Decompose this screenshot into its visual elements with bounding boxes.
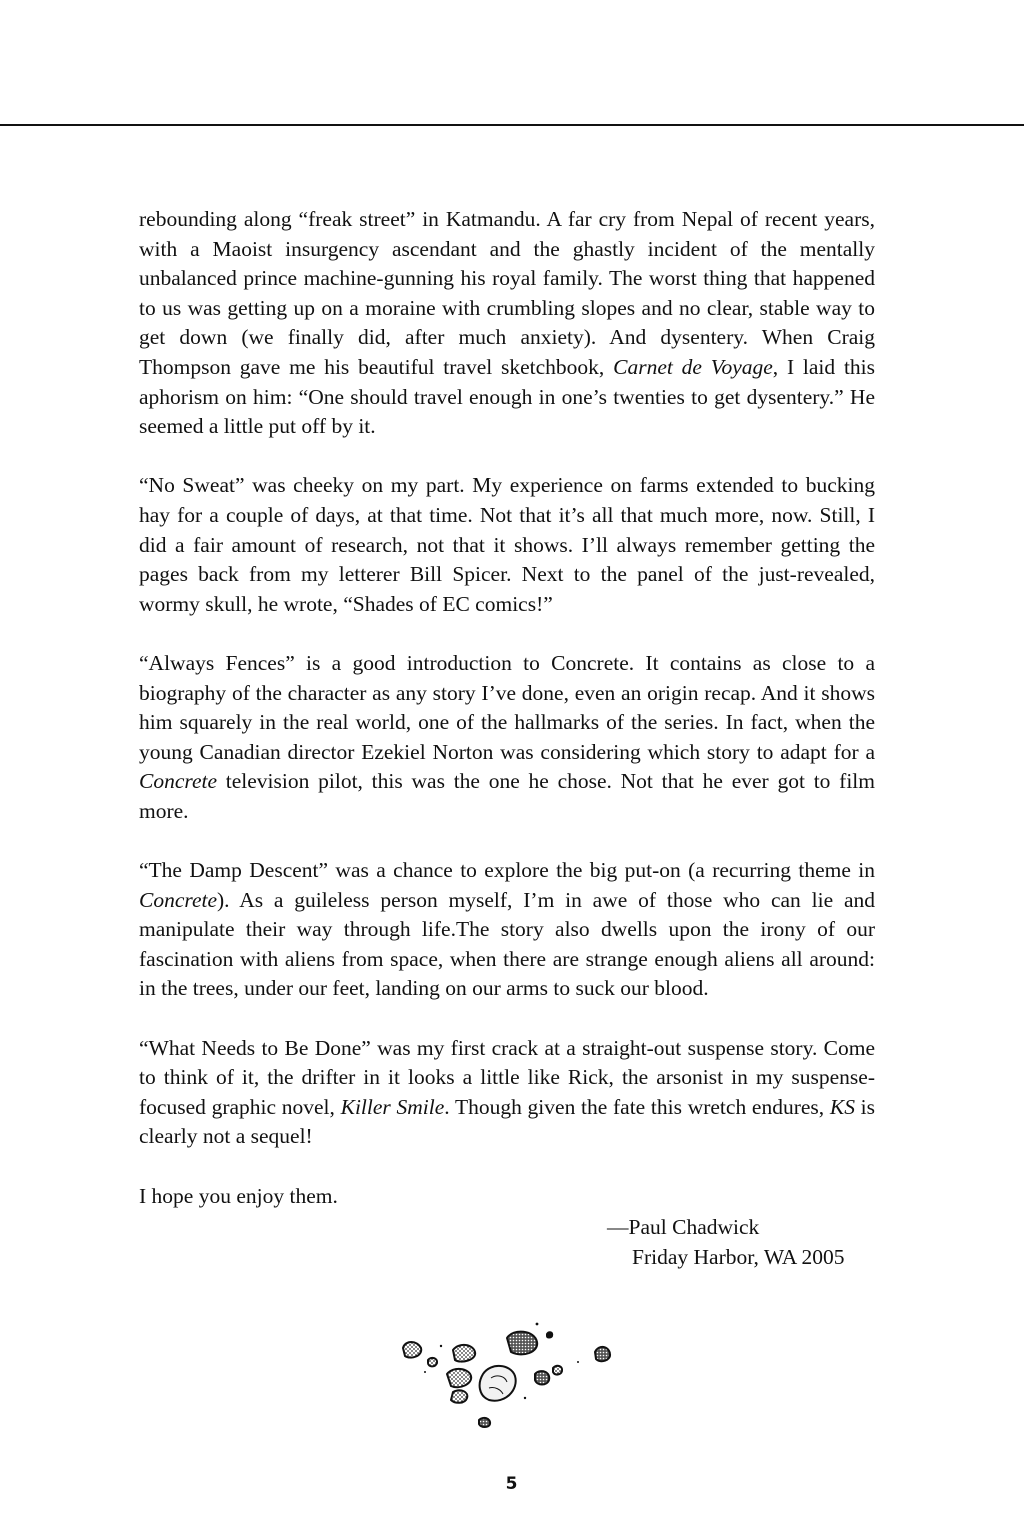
text-segment: “Always Fences” is a good introduction to Concrete. It contains as close to a biography of the character as any story I’ve done, even an origin recap. And it shows him squarely in the real world, one of the hallmarks of the series. In fact, when the young Canadian director Ezekiel Norton was considering which story to adapt for a bbox=[139, 650, 875, 764]
body-text bbox=[139, 205, 875, 1211]
rock-shape bbox=[535, 1371, 549, 1384]
title-concrete: Concrete bbox=[139, 887, 218, 912]
title-concrete: Concrete bbox=[139, 769, 218, 794]
rock-shape bbox=[480, 1366, 516, 1401]
paragraph-3 bbox=[139, 649, 875, 827]
text-segment: , I laid this aphorism on him: “One should travel enough in one’s twenties to get dysentery.” He seemed a little put off by it. bbox=[139, 354, 876, 439]
text-segment: . Though given the fate this wretch endures, bbox=[444, 1094, 830, 1119]
paragraph-1 bbox=[139, 205, 875, 442]
rock-shape bbox=[428, 1358, 437, 1367]
title-ks: KS bbox=[829, 1094, 855, 1119]
top-rule bbox=[0, 124, 1024, 126]
rock-shape bbox=[553, 1366, 562, 1375]
text-segment: “The Damp Descent” was a chance to explore the big put-on (a recurring theme in bbox=[139, 858, 875, 883]
book-title-carnet-de-voyage: Carnet de Voyage bbox=[613, 354, 773, 379]
rock-shape bbox=[453, 1345, 475, 1362]
rock-shape bbox=[403, 1342, 421, 1358]
text-segment: television pilot, this was the one he chose. Not that he ever got to film more. bbox=[139, 769, 875, 823]
text-segment: is clearly not a sequel! bbox=[139, 1094, 876, 1149]
text-segment: “No Sweat” was cheeky on my part. My experience on farms extended to bucking hay for a couple of days, at that time. Not that it’s all that much more, now. Still, I did a fair amount of research, not that it shows. I’ll always remember getting the pages back from my letterer Bill Spicer. Next to the panel of the just-revealed, wormy skull, he wrote, “Shades of EC comics!” bbox=[139, 473, 875, 616]
rock-shape bbox=[507, 1332, 537, 1355]
signature-place-date: Friday Harbor, WA 2005 bbox=[632, 1244, 845, 1269]
rock-shape bbox=[595, 1347, 610, 1361]
page-number: 5 bbox=[505, 1474, 519, 1494]
closing-line: I hope you enjoy them. bbox=[139, 1183, 338, 1208]
scattered-rocks-icon bbox=[395, 1318, 625, 1438]
paragraph-5 bbox=[139, 1034, 875, 1152]
signature-name: —Paul Chadwick bbox=[607, 1215, 760, 1239]
title-killer-smile: Killer Smile bbox=[340, 1094, 445, 1119]
paragraph-2 bbox=[139, 471, 875, 619]
rock-shape bbox=[447, 1369, 471, 1387]
rock-shape bbox=[451, 1390, 467, 1402]
text-segment: rebounding along “freak street” in Katmandu. A far cry from Nepal of recent years, with a Maoist insurgency ascendant and the ghastly incident of the mentally unbalanced prince machine-gunning his royal family. The worst thing that happened to us was getting up on a moraine with crumbling slopes and no clear, stable way to get down (we finally did, after much anxiety). And dysentery. When Craig Thompson gave me his beautiful travel sketchbook, bbox=[139, 207, 875, 379]
text-segment: “What Needs to Be Done” was my first crack at a straight-out suspense story. Come to think of it, the drifter in it looks a little like Rick, the arsonist in my suspense-focused graphic novel, bbox=[139, 1035, 875, 1119]
paragraph-4 bbox=[139, 856, 875, 1004]
signature bbox=[607, 1213, 845, 1272]
text-segment: ). As a guileless person myself, I’m in awe of those who can lie and manipulate their way through life.The story also dwells upon the irony of our fascination with aliens from space, when there are strange enough aliens all around: in the trees, under our feet, landing on our arms to suck our blood. bbox=[139, 887, 875, 1001]
rock-shape bbox=[547, 1332, 552, 1337]
rock-shape bbox=[479, 1418, 490, 1427]
